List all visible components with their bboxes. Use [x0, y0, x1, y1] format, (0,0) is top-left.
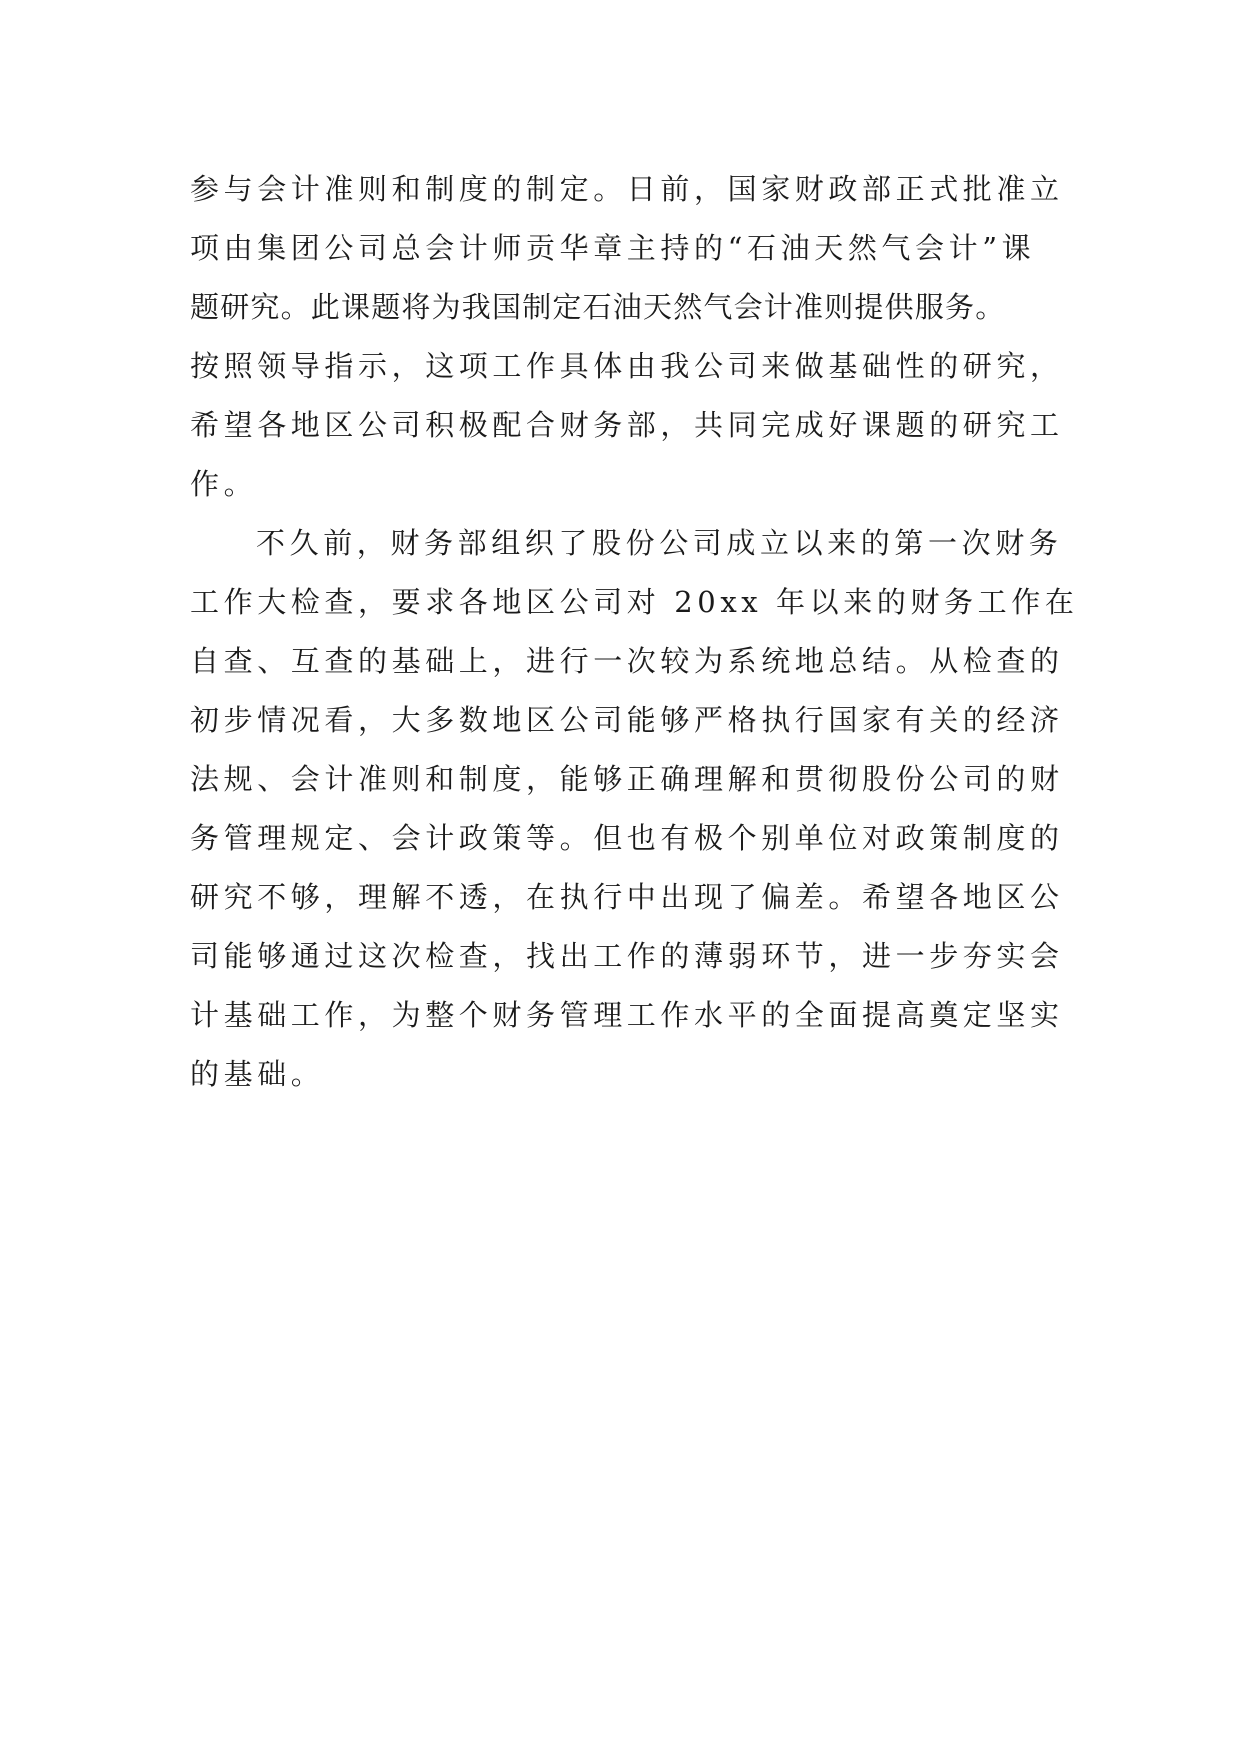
paragraph-line: 自查、互查的基础上，进行一次较为系统地总结。从检查的	[190, 644, 1064, 678]
paragraph-line: 工作大检查，要求各地区公司对 20xx 年以来的财务工作在	[190, 585, 1079, 619]
paragraph-line: 计基础工作，为整个财务管理工作水平的全面提高奠定坚实	[190, 998, 1064, 1032]
paragraph-line: 司能够通过这次检查，找出工作的薄弱环节，进一步夯实会	[190, 939, 1064, 973]
paragraph-line: 研究不够，理解不透，在执行中出现了偏差。希望各地区公	[190, 880, 1064, 914]
paragraph-1	[190, 160, 1090, 514]
document-body	[190, 160, 1090, 1104]
paragraph-line: 法规、会计准则和制度，能够正确理解和贯彻股份公司的财	[190, 762, 1064, 796]
paragraph-line: 项由集团公司总会计师贡华章主持的“石油天然气会计”课	[190, 231, 1036, 265]
paragraph-line: 参与会计准则和制度的制定。日前，国家财政部正式批准立	[190, 172, 1064, 206]
paragraph-line: 题研究。此课题将为我国制定石油天然气会计准则提供服务。	[190, 290, 1006, 324]
paragraph-line: 按照领导指示，这项工作具体由我公司来做基础性的研究，	[190, 349, 1064, 383]
paragraph-line: 务管理规定、会计政策等。但也有极个别单位对政策制度的	[190, 821, 1064, 855]
paragraph-line: 的基础。	[190, 1057, 325, 1091]
paragraph-2	[190, 514, 1090, 1104]
paragraph-line: 作。	[190, 467, 258, 501]
paragraph-line: 不久前，财务部组织了股份公司成立以来的第一次财务	[256, 526, 1063, 560]
paragraph-line: 希望各地区公司积极配合财务部，共同完成好课题的研究工	[190, 408, 1064, 442]
paragraph-line: 初步情况看，大多数地区公司能够严格执行国家有关的经济	[190, 703, 1064, 737]
